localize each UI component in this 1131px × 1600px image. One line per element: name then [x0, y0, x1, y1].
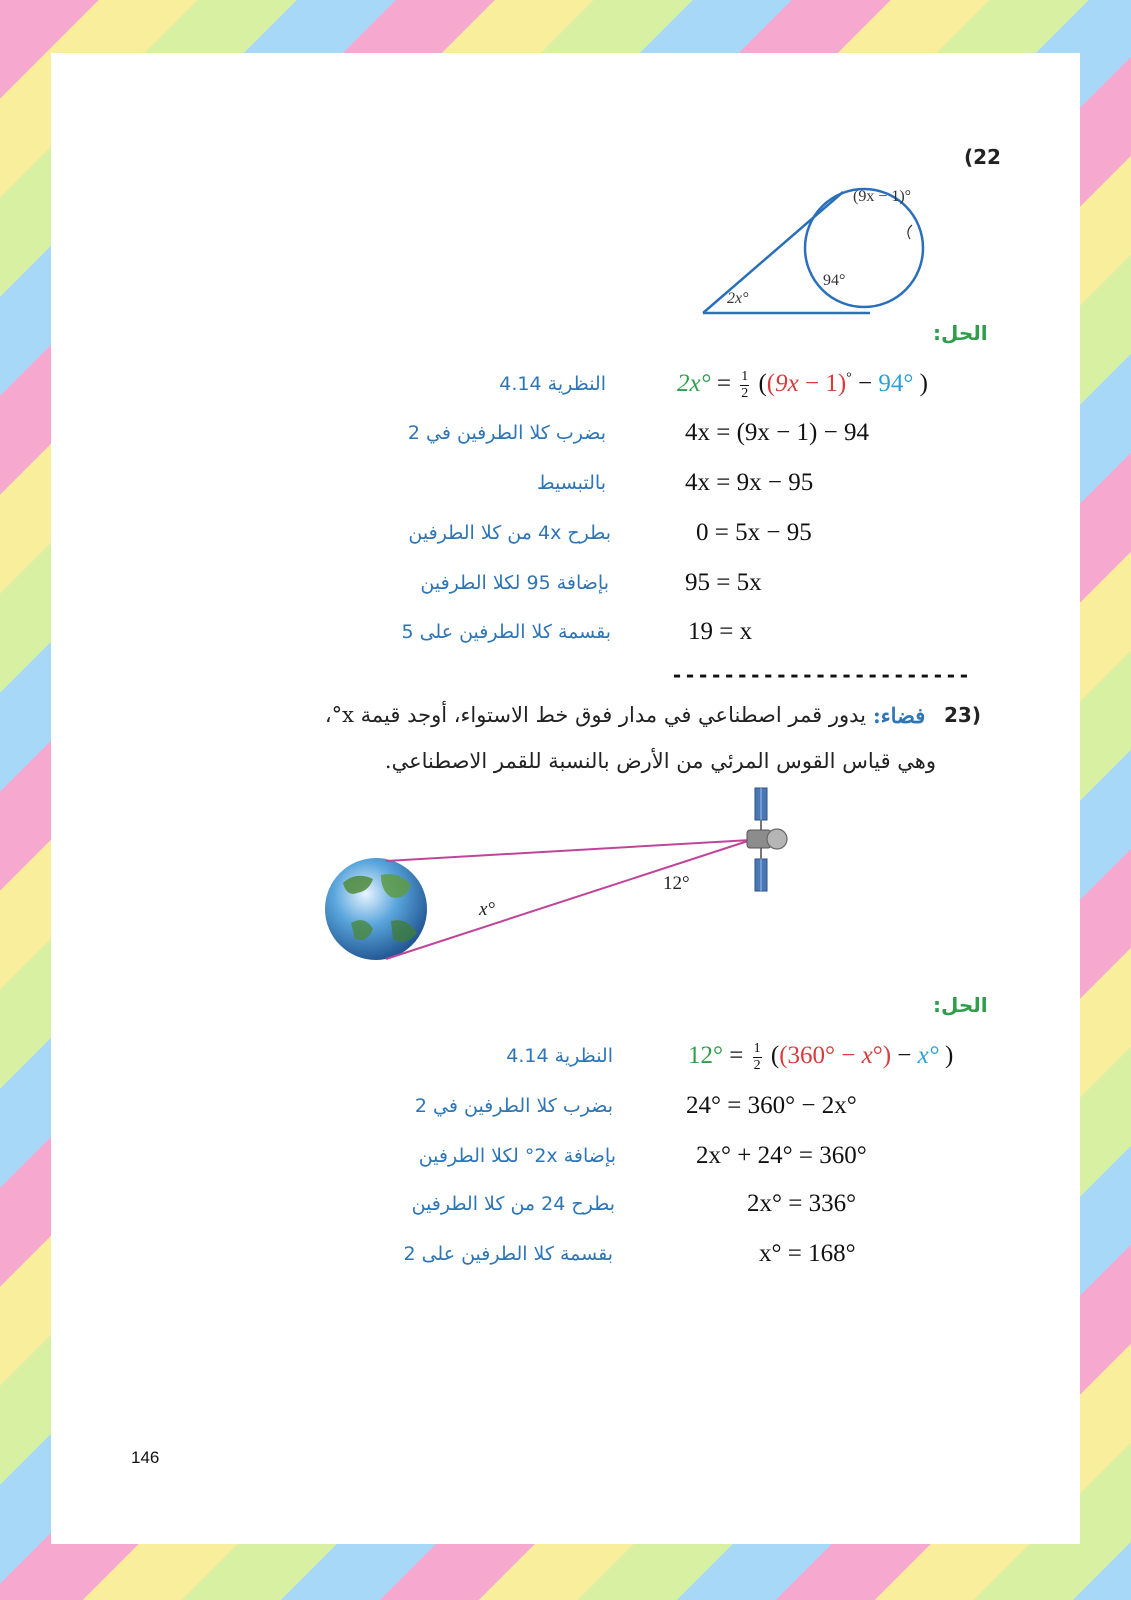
q22-r1-term2: 94° — [878, 370, 914, 397]
q23-step-5-eq: x° = 168° — [759, 1240, 856, 1267]
q23-equation-row-1 — [688, 1036, 953, 1076]
q23-r1-term2: x° — [917, 1042, 939, 1069]
q22-step-4-eq: 0 = 5x − 95 — [696, 519, 812, 546]
q22-step-5-note: بإضافة 95 لكلا الطرفين — [420, 572, 609, 594]
earth-globe-icon — [325, 858, 427, 960]
q22-step-3-note: بالتبسيط — [536, 472, 606, 494]
q23-topic: فضاء: — [873, 703, 926, 728]
q22-angle-label: 2x° — [727, 290, 749, 307]
q22-r1-close: ) — [919, 370, 928, 397]
q23-line-1: يدور قمر اصطناعي في مدار فوق خط الاستواء، أوجد قيمة x°، — [324, 703, 866, 727]
q22-figure — [691, 173, 991, 323]
q23-step-4-eq: 2x° = 336° — [747, 1190, 857, 1217]
q22-step-4-note: بطرح 4x من كلا الطرفين — [408, 522, 611, 544]
q23-step-5-note: بقسمة كلا الطرفين على 2 — [403, 1243, 613, 1265]
q22-inner-label: 94° — [823, 272, 846, 289]
q22-step-3-eq: 4x = 9x − 95 — [685, 469, 814, 496]
q23-step-2-note: بضرب كلا الطرفين في 2 — [414, 1095, 613, 1117]
q23-line-2: وهي قياس القوس المرئي من الأرض بالنسبة للقمر الاصطناعي. — [384, 749, 936, 773]
q22-r1-half: $\frac{1}{2}$ — [741, 368, 749, 401]
q23-solution-label: الحل: — [933, 993, 988, 1017]
q23-r1-half: $\frac{1}{2}$ — [753, 1040, 761, 1073]
question-23-number: 23) — [944, 703, 981, 727]
q22-r1-lhs: 2x° — [677, 370, 711, 397]
q22-arc-marker — [908, 225, 912, 239]
q22-step-2-eq: 4x = (9x − 1) − 94 — [685, 419, 869, 446]
page — [51, 53, 1080, 1544]
question-22-number: (22 — [964, 145, 1001, 169]
q23-r1-lhs: 12° — [688, 1042, 723, 1069]
q23-step-3-eq: 2x° + 24° = 360° — [696, 1142, 867, 1169]
q22-arc-label: (9x − 1)° — [853, 188, 912, 205]
page-number: 146 — [131, 1448, 160, 1467]
satellite-icon — [747, 788, 787, 891]
q23-step-2-eq: 24° = 360° − 2x° — [686, 1092, 857, 1119]
q22-equation-row-1: 2x° = $\frac{1}{2}$ ((9x − 1)° − 94° ) — [677, 368, 928, 401]
q22-solution-label: الحل: — [933, 321, 988, 345]
q23-angle-label: 12° — [663, 873, 690, 894]
q22-step-6-note: بقسمة كلا الطرفين على 5 — [401, 621, 611, 643]
q22-r1-open: ( — [758, 370, 767, 397]
section-divider: ----------------------- — [671, 663, 971, 687]
q23-r1-term1: (360° − x°) — [779, 1042, 892, 1069]
q23-r1-eq: = — [729, 1042, 744, 1069]
q23-figure — [321, 783, 791, 973]
q22-secant-top — [703, 192, 846, 313]
q22-r1-eq: = — [716, 370, 731, 397]
q22-step-1-note: النظرية 4.14 — [499, 373, 606, 395]
q22-r1-minus: − — [858, 370, 873, 397]
q23-r1-minus: − — [897, 1042, 912, 1069]
q22-circle — [805, 189, 923, 307]
q23-step-3-note: بإضافة 2x° لكلا الطرفين — [418, 1145, 616, 1167]
q23-r1-close: ) — [945, 1042, 954, 1069]
q22-r1-term1: (9x − 1) — [766, 370, 847, 397]
q23-r1-open: ( — [770, 1042, 780, 1069]
q22-step-6-eq: 19 = x — [688, 618, 753, 645]
q22-step-5-eq: 95 = 5x — [685, 569, 762, 596]
q23-step-1-note: النظرية 4.14 — [506, 1045, 613, 1067]
q22-step-2-note: بضرب كلا الطرفين في 2 — [407, 422, 606, 444]
q23-arc-label: x° — [479, 899, 496, 920]
q23-step-4-note: بطرح 24 من كلا الطرفين — [411, 1193, 615, 1215]
